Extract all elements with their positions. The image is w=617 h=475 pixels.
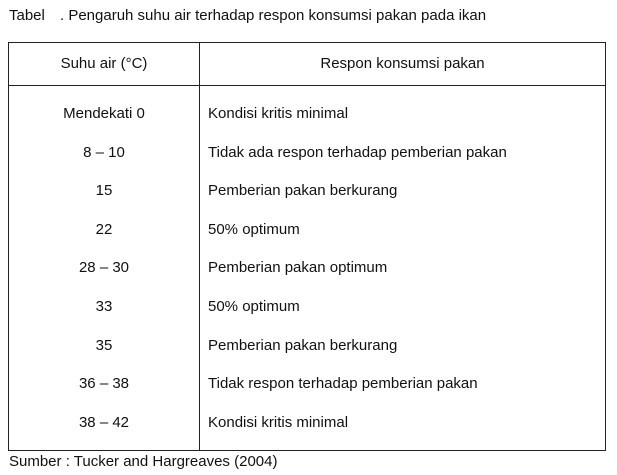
cell-respon: Pemberian pakan berkurang xyxy=(208,336,398,354)
table-row xyxy=(9,211,605,250)
cell-suhu: 33 xyxy=(95,297,113,315)
cell-suhu: 38 – 42 xyxy=(78,413,130,431)
cell-respon: 50% optimum xyxy=(208,220,300,238)
header-divider xyxy=(9,85,605,86)
table-row xyxy=(9,249,605,288)
table-row xyxy=(9,404,605,443)
table-row xyxy=(9,365,605,404)
cell-respon: Kondisi kritis minimal xyxy=(208,105,349,122)
cell-respon: Pemberian pakan berkurang xyxy=(208,182,398,200)
caption-text: . Pengaruh suhu air terhadap respon konsumsi pakan pada ikan xyxy=(60,7,487,24)
cell-suhu: 15 xyxy=(95,182,113,200)
cell-respon: Pemberian pakan optimum xyxy=(208,259,388,277)
header-respon-konsumsi: Respon konsumsi pakan xyxy=(320,55,485,72)
cell-suhu: 36 – 38 xyxy=(78,375,130,393)
cell-respon: Tidak ada respon terhadap pemberian pakan xyxy=(208,143,507,161)
data-table xyxy=(8,42,606,451)
cell-suhu: 22 xyxy=(95,220,113,238)
cell-suhu: 35 xyxy=(95,336,113,354)
table-caption xyxy=(9,7,486,24)
cell-respon: Tidak respon terhadap pemberian pakan xyxy=(208,375,478,393)
table-row xyxy=(9,95,605,134)
cell-respon: Kondisi kritis minimal xyxy=(208,413,349,431)
cell-respon: 50% optimum xyxy=(208,297,300,315)
cell-suhu: 8 – 10 xyxy=(83,143,125,161)
table-row xyxy=(9,288,605,327)
table-body xyxy=(9,95,605,442)
cell-suhu: 28 – 30 xyxy=(78,259,130,277)
header-suhu-air: Suhu air (°C) xyxy=(60,55,148,72)
caption-label: Tabel xyxy=(9,7,45,24)
table-row xyxy=(9,172,605,211)
source-citation: Sumber : Tucker and Hargreaves (2004) xyxy=(9,453,278,470)
cell-suhu: Mendekati 0 xyxy=(63,105,145,122)
table-row xyxy=(9,134,605,173)
table-row xyxy=(9,327,605,366)
